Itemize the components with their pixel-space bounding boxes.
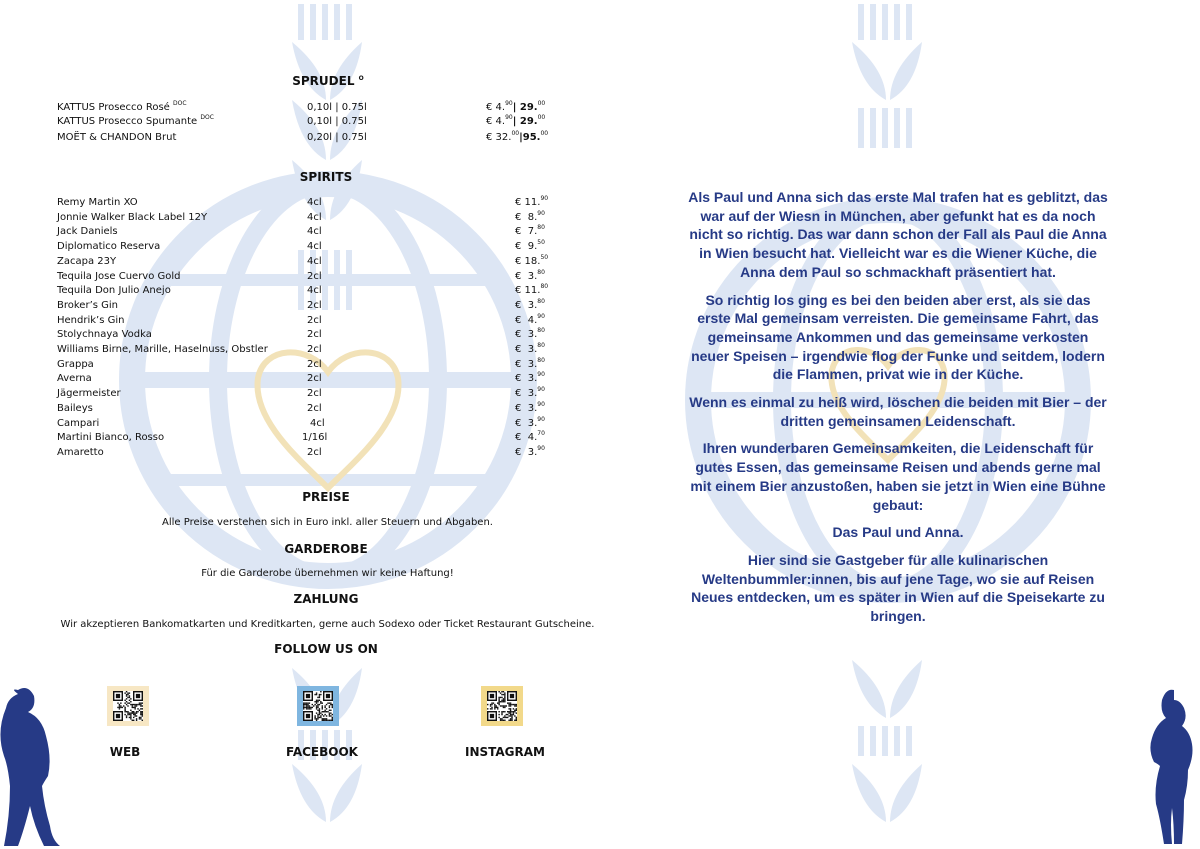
drink-name: Campari	[57, 417, 100, 429]
drink-name: Broker’s Gin	[57, 299, 119, 311]
spirits-row	[0, 402, 600, 416]
drink-volume: 0,10l | 0.75l	[307, 116, 367, 127]
silhouette-woman	[1150, 690, 1192, 844]
story-paragraph: So richtig los ging es bei den beiden aber erst, als sie das erste Mal gemeinsam verreisten. Die gemeinsame Fahrt, das gemeinsame Ankommen und das gemeinsame verkosten neuer Speisen – irgendwie flog der Funke und seitdem, lodern die Flammen, privat wie in der Küche.	[691, 291, 1105, 383]
drink-name: Tequila Jose Cuervo Gold	[57, 270, 181, 282]
drink-name: Stolychnaya Vodka	[57, 329, 152, 341]
qr-code-icon	[113, 691, 143, 721]
spirits-row	[0, 299, 600, 313]
drink-name: Jonnie Walker Black Label 12Y	[57, 211, 208, 223]
preise-heading: PREISE	[302, 490, 350, 504]
story-text	[688, 188, 1108, 635]
drink-name: KATTUS Prosecco Spumante $^{DOC}$	[57, 114, 214, 127]
drink-name: Williams Birne, Marille, Haselnuss, Obstler	[57, 344, 268, 355]
web-label: WEB	[109, 745, 141, 759]
spirits-row	[0, 358, 600, 372]
instagram-label: INSTAGRAM	[464, 745, 545, 759]
follow-heading: FOLLOW US ON	[274, 642, 378, 656]
sprudel-row	[0, 115, 600, 129]
drink-name: KATTUS Prosecco Rosé $^{DOC}$	[57, 100, 187, 113]
drink-volume: 2cl	[307, 270, 322, 282]
drink-name: Baileys	[57, 402, 93, 414]
drink-name: Jack Daniels	[57, 226, 118, 238]
drink-price: € 3.80	[515, 297, 545, 311]
facebook-label: FACEBOOK	[286, 745, 358, 759]
story-paragraph: Wenn es einmal zu heiß wird, löschen die beiden mit Bier – der dritten gemeinsamen Leidenschaft.	[689, 394, 1107, 429]
zahlung-heading: ZAHLUNG	[293, 592, 359, 606]
drink-volume: 2cl	[307, 358, 322, 370]
drink-price: € 3.80	[515, 356, 545, 370]
spirits-heading: SPIRITS	[299, 170, 353, 184]
drink-volume: 2cl	[307, 344, 322, 355]
drink-price: € 4.90	[515, 312, 545, 326]
drink-volume: 2cl	[307, 299, 322, 311]
sprudel-row	[0, 101, 600, 115]
story-paragraph: Als Paul und Anna sich das erste Mal trafen hat es geblitzt, das war auf der Wiesn in München, aber gefunkt hat es da noch nicht so richtig. Das war dann schon der Fall als Paul die Anna in Wien besucht hat. Vielleicht war es die Wiener Küche, die Anna dem Paul so schmackhaft präsentiert hat.	[688, 189, 1108, 280]
drink-volume: 0,20l | 0.75l	[307, 132, 367, 143]
spirits-row	[0, 372, 600, 386]
instagram-qr-code[interactable]	[481, 686, 523, 726]
spirits-row	[0, 211, 600, 225]
sprudel-row	[0, 131, 600, 145]
drink-name: Hendrik’s Gin	[57, 314, 125, 326]
drink-price: € 3.90	[515, 444, 545, 458]
drink-volume: 4cl	[307, 211, 322, 223]
drink-volume: 4cl	[307, 226, 322, 238]
story-paragraph: Ihren wunderbaren Gemeinsamkeiten, die Leidenschaft für gutes Essen, das gemeinsame Reisen und abends gerne mal mit einem Bier anzustoßen, haben sie jetzt in Wien eine Bühne gebaut:	[690, 440, 1106, 513]
drink-volume: 2cl	[307, 446, 322, 458]
drink-volume: 2cl	[307, 314, 322, 326]
spirits-row	[0, 431, 600, 445]
drink-price: € 3.90	[515, 386, 545, 400]
drink-name: Zacapa 23Y	[57, 255, 117, 267]
drink-volume: 2cl	[307, 329, 322, 341]
drink-price: € 11.90	[515, 195, 549, 208]
story-paragraph: Das Paul und Anna.	[832, 524, 964, 541]
web-qr-code[interactable]	[107, 686, 149, 726]
drink-volume: 1/16l	[302, 432, 328, 444]
drink-name: Remy Martin XO	[57, 197, 138, 208]
qr-code-icon	[487, 691, 517, 721]
sprudel-heading: SPRUDEL $^O$	[292, 74, 364, 88]
drink-volume: 4cl	[307, 197, 322, 208]
zahlung-text: Wir akzeptieren Bankomatkarten und Kreditkarten, gerne auch Sodexo oder Ticket Restaurant Gutscheine.	[60, 619, 595, 630]
spirits-row	[0, 225, 600, 239]
drink-name: Averna	[57, 373, 92, 385]
drink-volume: 4cl	[307, 285, 322, 297]
drink-name: Amaretto	[57, 446, 104, 458]
drink-price: € 3.80	[515, 327, 545, 341]
spirits-row	[0, 446, 600, 460]
drink-name: Martini Bianco, Rosso	[57, 432, 165, 444]
drink-volume: 2cl	[307, 373, 322, 385]
drink-price: € 8.90	[515, 209, 545, 223]
garderobe-text: Für die Garderobe übernehmen wir keine Haftung!	[201, 568, 454, 579]
drink-volume: 4cl	[310, 417, 325, 429]
drink-price: € 4.70	[515, 430, 545, 444]
spirits-row	[0, 196, 600, 210]
drink-name: Jägermeister	[57, 388, 121, 400]
drink-price: € 3.80	[515, 342, 545, 355]
drink-price: € 3.80	[515, 268, 545, 282]
drink-price: € 32.00|95.00	[486, 130, 549, 143]
spirits-row	[0, 255, 600, 269]
drink-price: € 3.90	[515, 400, 545, 414]
drink-volume: 2cl	[307, 388, 322, 400]
story-paragraph: Hier sind sie Gastgeber für alle kulinarischen Weltenbummler:innen, bis auf jene Tage, wo sie auf Reisen Neues entdecken, um es später in Wien auf die Speisekarte zu bringen.	[691, 551, 1105, 625]
spirits-row	[0, 314, 600, 328]
drink-price: € 3.90	[515, 371, 545, 385]
silhouette-man	[0, 688, 60, 846]
drink-price: € 4.90| 29.00	[486, 114, 546, 127]
drink-price: € 18.50	[515, 253, 549, 267]
drink-name: Tequila Don Julio Anejo	[57, 285, 171, 297]
drink-name: Diplomatico Reserva	[57, 241, 161, 253]
drink-volume: 2cl	[307, 402, 322, 414]
spirits-row	[0, 284, 600, 298]
drink-price: € 7.80	[515, 224, 545, 238]
drink-volume: 4cl	[307, 241, 322, 253]
spirits-row	[0, 417, 600, 431]
drink-price: € 11.80	[515, 283, 549, 297]
drink-name: MOËT & CHANDON Brut	[57, 132, 177, 143]
spirits-row	[0, 343, 600, 357]
drink-volume: 0,10l | 0.75l	[307, 102, 367, 113]
drink-price: € 9.50	[515, 239, 545, 253]
drink-price: € 4.90| 29.00	[486, 100, 546, 113]
drink-name: Grappa	[57, 358, 94, 370]
facebook-qr-code[interactable]	[297, 686, 339, 726]
garderobe-heading: GARDEROBE	[284, 542, 368, 556]
spirits-row	[0, 240, 600, 254]
drink-volume: 4cl	[307, 255, 322, 267]
spirits-row	[0, 387, 600, 401]
spirits-row	[0, 270, 600, 284]
spirits-row	[0, 328, 600, 342]
qr-code-icon	[303, 691, 333, 721]
drink-price: € 3.90	[515, 415, 545, 429]
preise-text: Alle Preise verstehen sich in Euro inkl. aller Steuern und Abgaben.	[162, 517, 493, 528]
